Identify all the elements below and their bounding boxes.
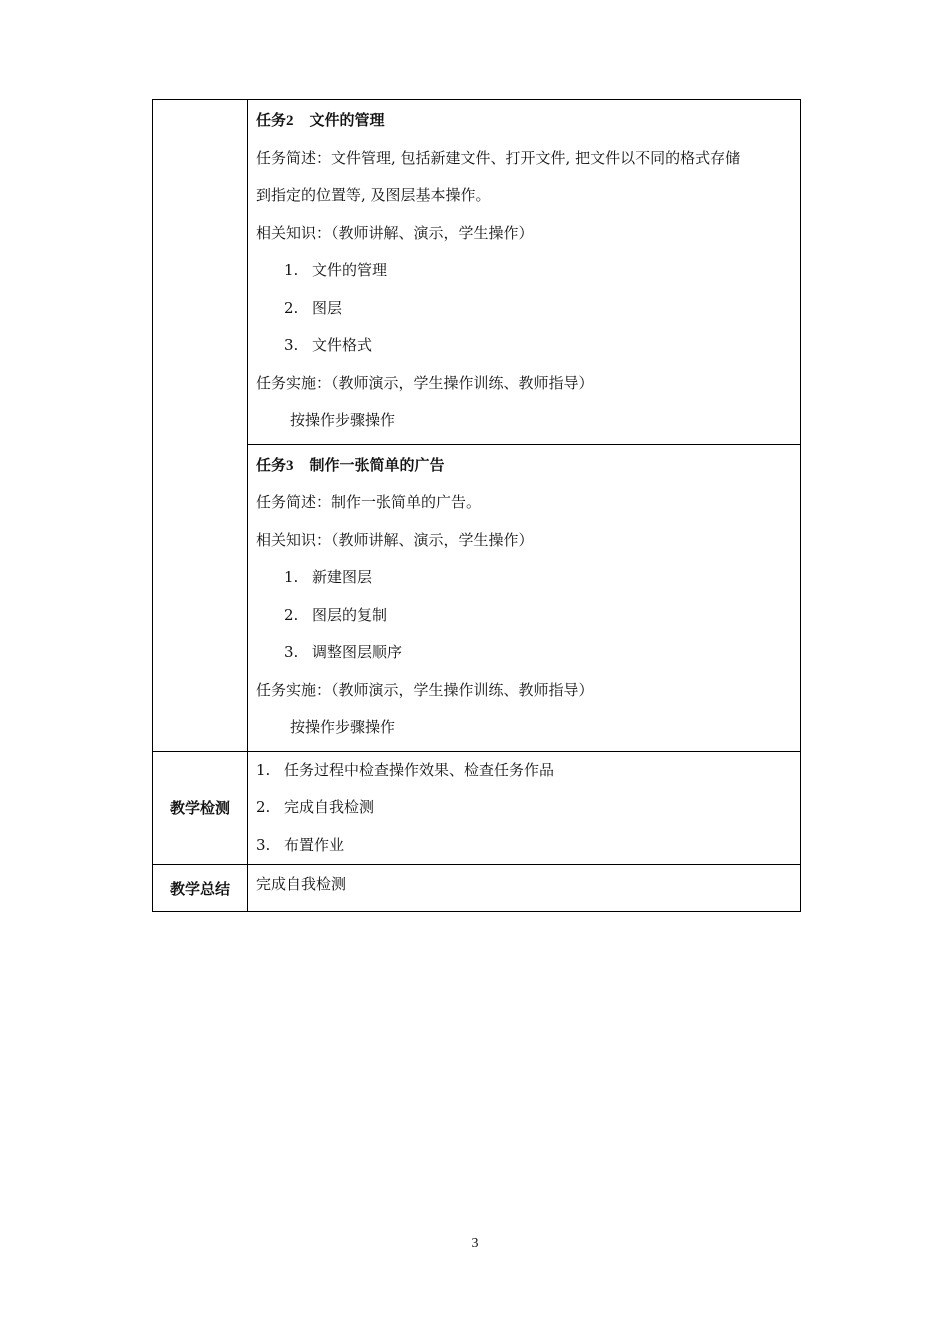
list-item [256, 827, 792, 865]
task2-title-num: 2 [286, 113, 294, 129]
task3-title-num: 3 [286, 457, 294, 474]
list-item [256, 634, 792, 672]
list-item [256, 789, 792, 827]
task2-title [256, 102, 792, 140]
task-rows [153, 100, 801, 445]
page-number: 3 [471, 1236, 479, 1251]
list-item-text: 文件格式 [312, 336, 373, 354]
task3-title-prefix: 任务 [256, 455, 287, 474]
task2-cell [248, 100, 801, 445]
check-cell [248, 751, 801, 865]
check-row [153, 751, 801, 865]
task2-title-prefix: 任务 [256, 111, 287, 129]
list-item-number: 3. [256, 835, 271, 854]
task3-knowledge: 相关知识：（教师讲解、演示，学生操作） [256, 530, 534, 549]
list-item-text: 文件的管理 [312, 261, 388, 279]
task3-implementation: 任务实施：（教师演示，学生操作训练、教师指导） [256, 680, 594, 699]
list-item-text: 新建图层 [312, 568, 373, 586]
list-item [256, 327, 792, 365]
task3-title [256, 447, 792, 485]
list-item-number: 1. [284, 261, 299, 279]
summary-label: 教学总结 [153, 865, 248, 912]
list-item [256, 559, 792, 597]
task3-steps: 按操作步骤操作 [290, 718, 396, 736]
list-item-number: 3. [284, 643, 299, 661]
list-item [256, 597, 792, 635]
summary-text: 完成自我检测 [256, 875, 347, 893]
summary-row [153, 865, 801, 912]
list-item [256, 752, 792, 790]
list-item-number: 1. [256, 760, 271, 779]
task2-knowledge: 相关知识：（教师讲解、演示，学生操作） [256, 223, 534, 242]
list-item-number: 2. [284, 298, 299, 317]
task2-implementation: 任务实施：（教师演示，学生操作训练、教师指导） [256, 373, 594, 392]
task3-cell [248, 444, 801, 751]
lesson-plan-table [152, 99, 801, 912]
list-item-text: 图层的复制 [312, 605, 388, 624]
summary-cell [248, 865, 801, 912]
list-item-number: 1. [284, 568, 299, 586]
task2-steps: 按操作步骤操作 [290, 411, 396, 429]
list-item-text: 布置作业 [284, 835, 345, 854]
task-label-cell [153, 100, 248, 752]
list-item-number: 2. [284, 605, 299, 624]
check-label: 教学检测 [153, 751, 248, 865]
task2-desc-line2: 到指定的位置等, 及图层基本操作。 [256, 186, 491, 204]
list-item-text: 调整图层顺序 [312, 643, 403, 661]
task2-desc-line1: 任务简述：文件管理, 包括新建文件、打开文件, 把文件以不同的格式存储 [256, 148, 741, 167]
list-item-number: 3. [284, 336, 299, 354]
list-item-number: 2. [256, 798, 271, 816]
task2-title-text: 文件的管理 [309, 111, 385, 129]
task3-title-text: 制作一张简单的广告 [309, 455, 445, 474]
list-item-text: 完成自我检测 [284, 798, 375, 816]
list-item [256, 252, 792, 290]
list-item [256, 290, 792, 328]
list-item-text: 任务过程中检查操作效果、检查任务作品 [284, 760, 555, 779]
list-item-text: 图层 [312, 298, 343, 317]
task3-desc: 任务简述：制作一张简单的广告。 [256, 493, 482, 511]
